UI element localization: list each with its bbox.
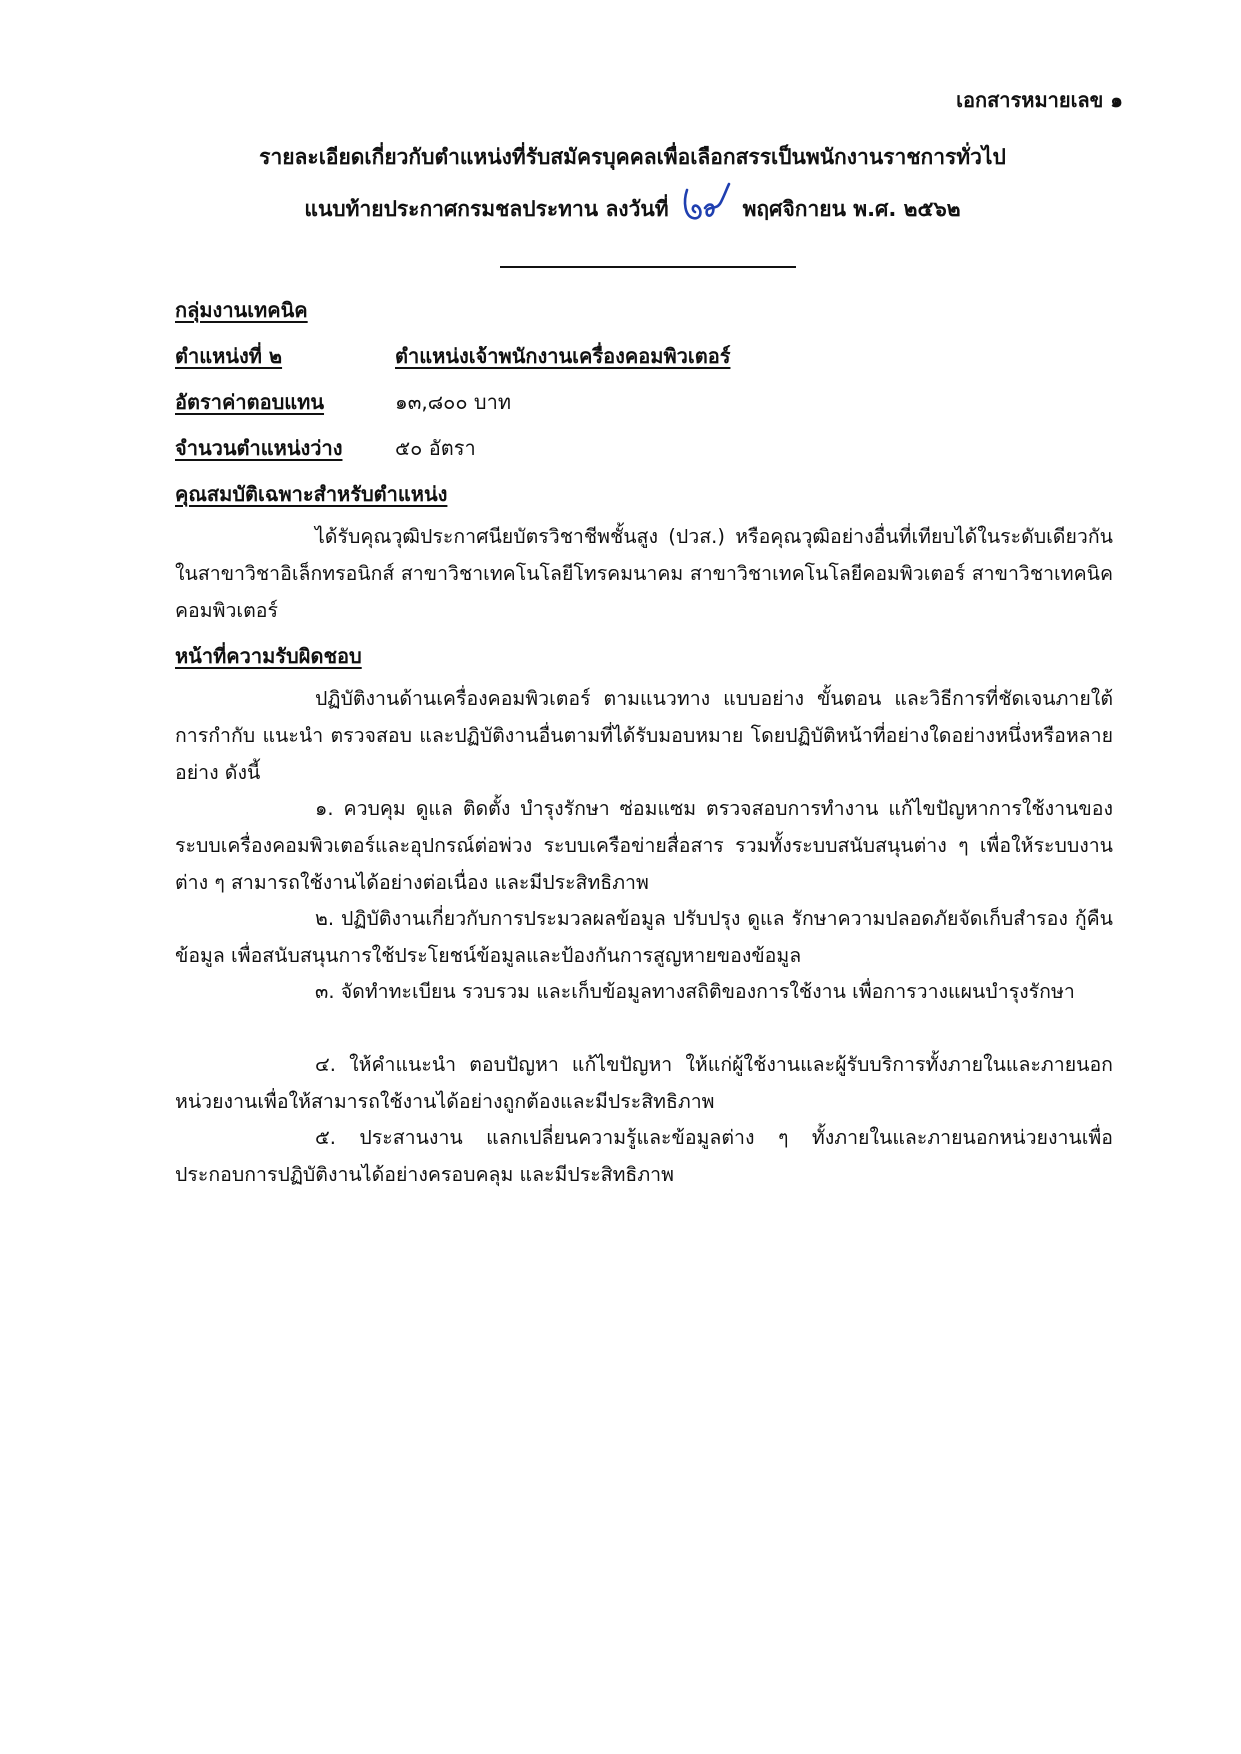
salary-row (175, 386, 512, 418)
document-subtitle (12, 188, 1241, 230)
qualifications-heading: คุณสมบัติเฉพาะสำหรับตำแหน่ง (175, 482, 448, 506)
document-number: เอกสารหมายเลข ๑ (956, 88, 1123, 112)
duty-item: ๓. จัดทำทะเบียน รวบรวม และเก็บข้อมูลทางสถิติของการใช้งาน เพื่อการวางแผนบำรุงรักษา (315, 980, 1075, 1003)
document-title: รายละเอียดเกี่ยวกับตำแหน่งที่รับสมัครบุคคลเพื่อเลือกสรรเป็นพนักงานราชการทั่วไป (259, 145, 1006, 169)
duty-item: ๑. ควบคุม ดูแล ติดตั้ง บำรุงรักษา ซ่อมแซม ตรวจสอบการทำงาน แก้ไขปัญหาการใช้งานของระบบเครื่องคอมพิวเตอร์และอุปกรณ์ต่อพ่วง ระบบเครือข่ายสื่อสาร รวมทั้งระบบสนับสนุนต่าง ๆ เพื่อให้ระบบงานต่าง ๆ สามารถใช้งานได้อย่างต่อเนื่อง และมีประสิทธิภาพ (175, 797, 1113, 894)
vacancies-value: ๕๐ อัตรา (395, 436, 476, 460)
duty-item: ๕. ประสานงาน แลกเปลี่ยนความรู้และข้อมูลต่าง ๆ ทั้งภายในและภายนอกหน่วยงานเพื่อประกอบการปฏิบัติงานได้อย่างครอบคลุม และมีประสิทธิภาพ (175, 1126, 1113, 1186)
subtitle-suffix: พฤศจิกายน พ.ศ. ๒๕๖๒ (742, 196, 961, 221)
position-label: ตำแหน่งที่ ๒ (175, 344, 283, 368)
group-label: กลุ่มงานเทคนิค (175, 298, 308, 322)
qualifications-text: ได้รับคุณวุฒิประกาศนียบัตรวิชาชีพชั้นสูง (ปวส.) หรือคุณวุฒิอย่างอื่นที่เทียบได้ในระดับเดียวกันในสาขาวิชาอิเล็กทรอนิกส์ สาขาวิชาเทคโนโลยีโทรคมนาคม สาขาวิชาเทคโนโลยีคอมพิวเตอร์ สาขาวิชาเทคนิคคอมพิวเตอร์ (175, 525, 1113, 622)
vacancies-label: จำนวนตำแหน่งว่าง (175, 436, 343, 460)
position-row (175, 340, 731, 372)
duties-heading: หน้าที่ความรับผิดชอบ (175, 644, 362, 668)
handwritten-day-signature (679, 182, 733, 224)
duty-item: ๔. ให้คำแนะนำ ตอบปัญหา แก้ไขปัญหา ให้แก่ผู้ใช้งานและผู้รับบริการทั้งภายในและภายนอกหน่วยงานเพื่อให้สามารถใช้งานได้อย่างถูกต้องและมีประสิทธิภาพ (175, 1053, 1113, 1113)
position-value: ตำแหน่งเจ้าพนักงานเครื่องคอมพิวเตอร์ (395, 344, 731, 368)
salary-label: อัตราค่าตอบแทน (175, 390, 325, 414)
subtitle-prefix: แนบท้ายประกาศกรมชลประทาน ลงวันที่ (304, 196, 669, 221)
duty-item: ๒. ปฏิบัติงานเกี่ยวกับการประมวลผลข้อมูล ปรับปรุง ดูแล รักษาความปลอดภัยจัดเก็บสำรอง กู้คืนข้อมูล เพื่อสนับสนุนการใช้ประโยชน์ข้อมูลและป้องกันการสูญหายของข้อมูล (175, 907, 1113, 967)
title-divider (500, 266, 796, 268)
salary-value: ๑๓,๘๐๐ บาท (395, 390, 512, 414)
group-row (175, 294, 308, 326)
vacancies-row (175, 432, 476, 464)
duties-intro: ปฏิบัติงานด้านเครื่องคอมพิวเตอร์ ตามแนวทาง แบบอย่าง ขั้นตอน และวิธีการที่ชัดเจนภายใต้การกำกับ แนะนำ ตรวจสอบ และปฏิบัติงานอื่นตามที่ได้รับมอบหมาย โดยปฏิบัติหน้าที่อย่างใดอย่างหนึ่งหรือหลายอย่าง ดังนี้ (175, 687, 1113, 784)
